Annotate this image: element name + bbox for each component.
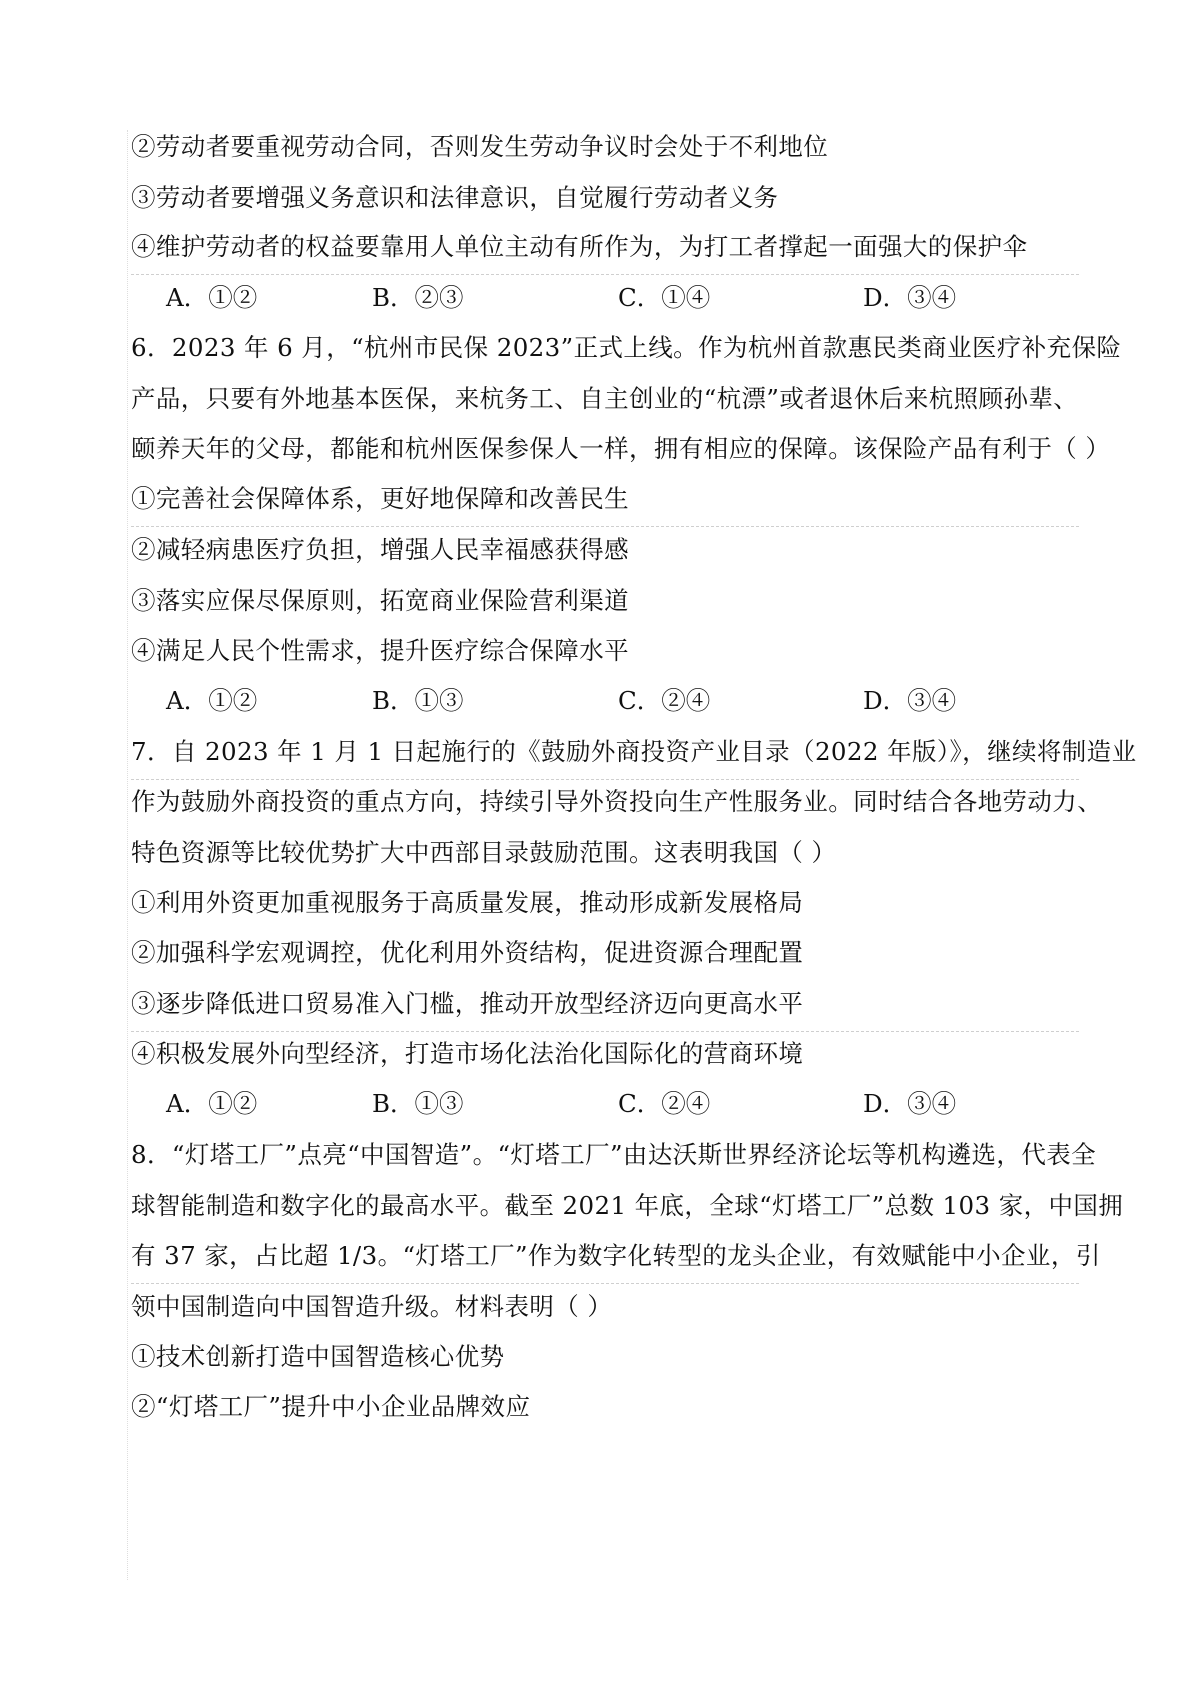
q6-option-c[interactable]: C．②④ bbox=[618, 686, 711, 715]
margin-guide bbox=[127, 130, 128, 1580]
q7-statement-1: ①利用外资更加重视服务于高质量发展，推动形成新发展格局 bbox=[131, 888, 804, 917]
q7-option-c[interactable]: C．②④ bbox=[618, 1089, 711, 1118]
q7-stem-line-3: 特色资源等比较优势扩大中西部目录鼓励范围。这表明我国（ ） bbox=[131, 838, 837, 867]
q5-option-b[interactable]: B．②③ bbox=[372, 283, 464, 312]
q7-stem-line-1: 7．自 2023 年 1 月 1 日起施行的《鼓励外商投资产业目录（2022 年版）》，继续将制造业 bbox=[131, 725, 1079, 780]
q7-option-a[interactable]: A．①② bbox=[166, 1089, 258, 1118]
q7-statement-4: ④积极发展外向型经济，打造市场化法治化国际化的营商环境 bbox=[131, 1039, 804, 1068]
q6-option-d[interactable]: D．③④ bbox=[863, 686, 957, 715]
q6-statement-3: ③落实应保尽保原则，拓宽商业保险营利渠道 bbox=[131, 586, 629, 615]
q8-statement-2: ②“灯塔工厂”提升中小企业品牌效应 bbox=[131, 1392, 531, 1421]
q6-stem-line-1: 6．2023 年 6 月，“杭州市民保 2023”正式上线。作为杭州首款惠民类商业医疗补充保险 bbox=[131, 333, 1122, 362]
q5-option-c[interactable]: C．①④ bbox=[618, 283, 711, 312]
q6-option-b[interactable]: B．①③ bbox=[372, 686, 464, 715]
q6-statement-4: ④满足人民个性需求，提升医疗综合保障水平 bbox=[131, 636, 629, 665]
q8-stem-line-2: 球智能制造和数字化的最高水平。截至 2021 年底，全球“灯塔工厂”总数 103 家，中国拥 bbox=[131, 1191, 1124, 1220]
q8-stem-line-4: 领中国制造向中国智造升级。材料表明（ ） bbox=[131, 1292, 613, 1321]
q5-option-a[interactable]: A．①② bbox=[166, 283, 258, 312]
q8-statement-1: ①技术创新打造中国智造核心优势 bbox=[131, 1342, 505, 1371]
q7-stem-line-2: 作为鼓励外商投资的重点方向，持续引导外资投向生产性服务业。同时结合各地劳动力、 bbox=[131, 787, 1103, 816]
q7-statement-2: ②加强科学宏观调控，优化利用外资结构，促进资源合理配置 bbox=[131, 938, 804, 967]
q7-option-b[interactable]: B．①③ bbox=[372, 1089, 464, 1118]
q5-options bbox=[166, 271, 1076, 325]
q8-stem-line-3: 有 37 家，占比超 1/3。“灯塔工厂”作为数字化转型的龙头企业，有效赋能中小企业，引 bbox=[131, 1229, 1079, 1284]
q7-option-d[interactable]: D．③④ bbox=[863, 1089, 957, 1118]
q5-statement-4: ④维护劳动者的权益要靠用人单位主动有所作为，为打工者撑起一面强大的保护伞 bbox=[131, 220, 1079, 275]
q8-stem-line-1: 8．“灯塔工厂”点亮“中国智造”。“灯塔工厂”由达沃斯世界经济论坛等机构遴选，代表全 bbox=[131, 1140, 1097, 1169]
q7-statement-3: ③逐步降低进口贸易准入门槛，推动开放型经济迈向更高水平 bbox=[131, 977, 1079, 1032]
q6-statement-2: ②减轻病患医疗负担，增强人民幸福感获得感 bbox=[131, 535, 629, 564]
q7-options bbox=[166, 1077, 1076, 1131]
q5-statement-3: ③劳动者要增强义务意识和法律意识，自觉履行劳动者义务 bbox=[131, 183, 779, 212]
q6-options bbox=[166, 674, 1076, 728]
q6-statement-1: ①完善社会保障体系，更好地保障和改善民生 bbox=[131, 472, 1079, 527]
q5-option-d[interactable]: D．③④ bbox=[863, 283, 957, 312]
q5-statement-2: ②劳动者要重视劳动合同，否则发生劳动争议时会处于不利地位 bbox=[131, 132, 829, 161]
q6-option-a[interactable]: A．①② bbox=[166, 686, 258, 715]
q6-stem-line-3: 颐养天年的父母，都能和杭州医保参保人一样，拥有相应的保障。该保险产品有利于（ ） bbox=[131, 434, 1111, 463]
q6-stem-line-2: 产品，只要有外地基本医保，来杭务工、自主创业的“杭漂”或者退休后来杭照顾孙辈、 bbox=[131, 384, 1079, 413]
